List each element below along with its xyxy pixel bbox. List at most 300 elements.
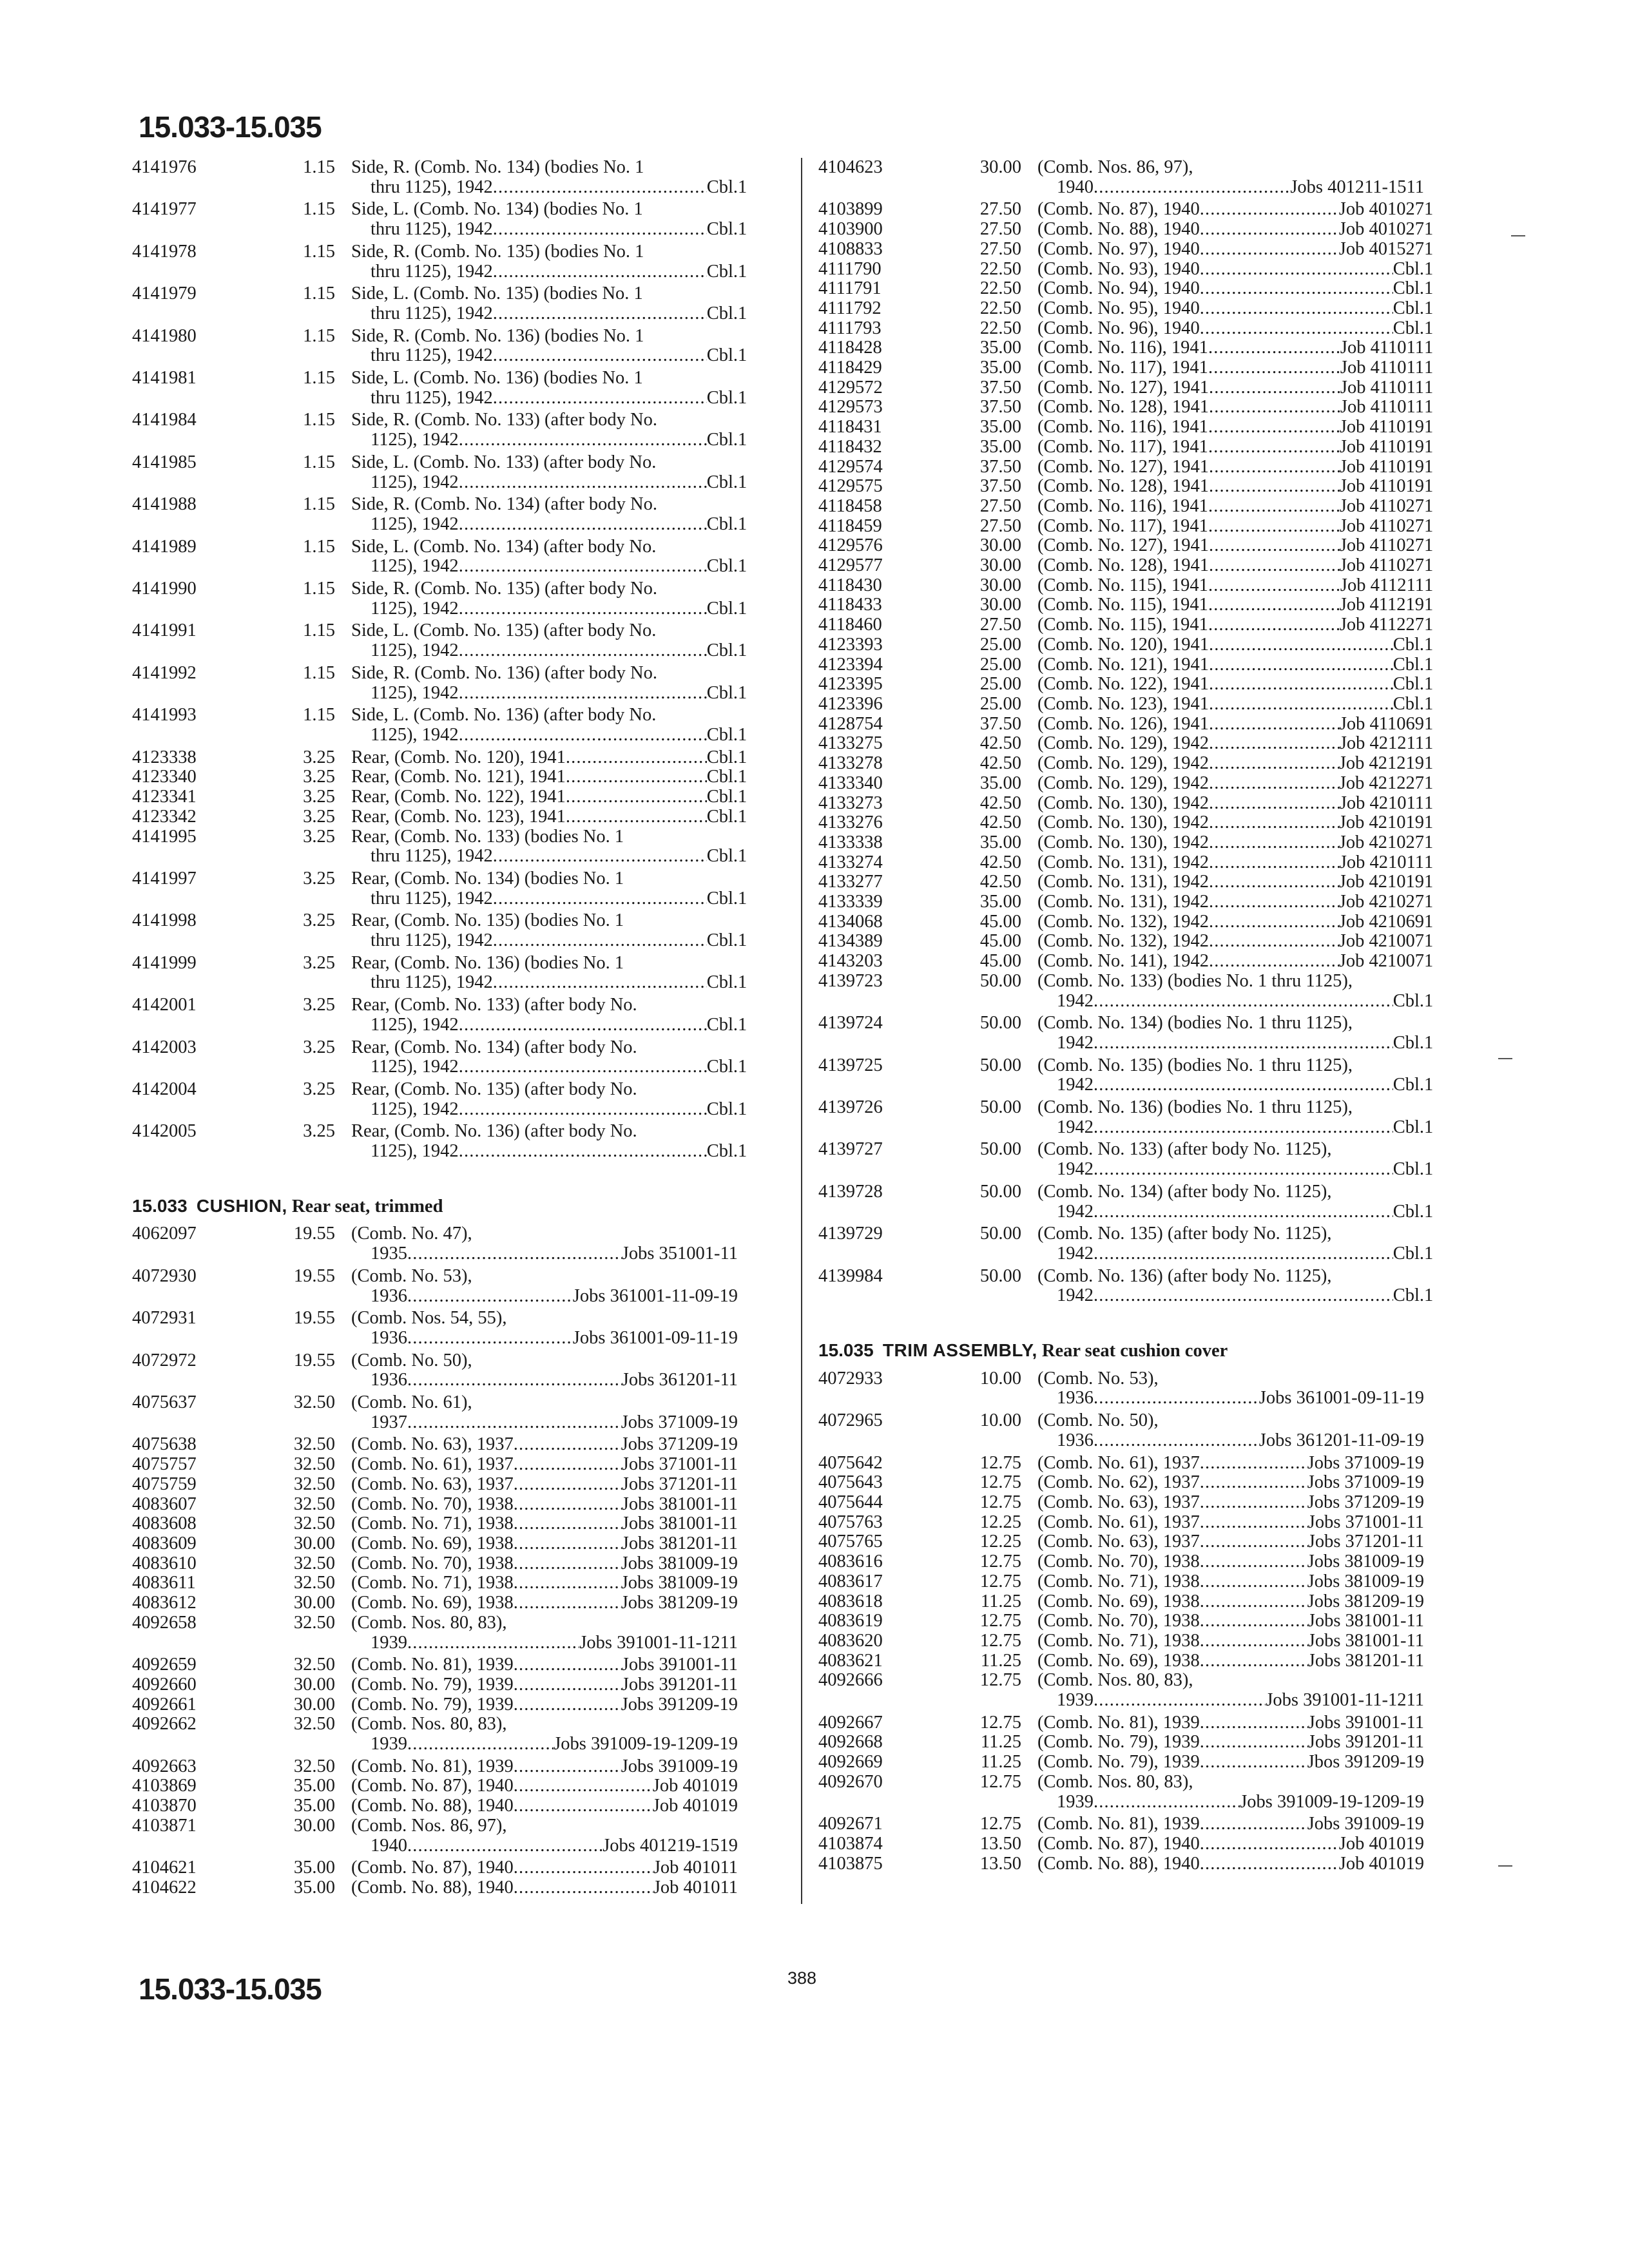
description-text: (Comb. No. 69), 1938 — [1037, 1650, 1200, 1671]
quantity: 1 — [738, 1099, 747, 1119]
description-text: (Comb. No. 79), 1939 — [351, 1694, 514, 1715]
entry-description — [1037, 853, 1424, 873]
description-text: 1125), 1942 — [371, 1014, 459, 1035]
catalog-entry — [132, 911, 809, 950]
usage-reference: Cbl. — [1393, 990, 1424, 1011]
usage-reference: Cbl. — [706, 303, 738, 323]
entry-description — [351, 410, 738, 450]
list-price: 3.25 — [303, 787, 335, 807]
entry-description — [1037, 1753, 1424, 1773]
description-text: Rear, (Comb. No. 121), 1941 — [351, 767, 566, 787]
list-price: 19.55 — [293, 1308, 335, 1329]
dot-leader — [514, 1534, 622, 1554]
description-line — [1037, 1854, 1424, 1874]
description-line — [1037, 398, 1424, 418]
quantity: 1 — [738, 303, 747, 323]
catalog-entry — [818, 595, 1495, 615]
part-number: 4092671 — [818, 1814, 883, 1834]
quantity: 1 — [1424, 654, 1434, 675]
description-line: (Comb. No. 134) (bodies No. 1 thru 1125), — [1037, 1013, 1353, 1033]
dot-leader — [1200, 1611, 1308, 1631]
dot-leader — [1209, 675, 1393, 695]
part-number: 4118431 — [818, 417, 882, 437]
usage-reference: Cbl. — [706, 430, 738, 450]
entry-description — [351, 807, 738, 827]
description-line — [1037, 1611, 1424, 1631]
list-price: 42.50 — [979, 753, 1021, 774]
entry-description — [351, 200, 738, 239]
dot-leader — [1209, 655, 1393, 675]
list-price: 30.00 — [293, 1533, 335, 1553]
usage-reference: Cbl. — [1393, 258, 1424, 279]
dot-leader — [1209, 556, 1340, 576]
quantity: 1 — [1424, 1159, 1434, 1180]
list-price: 25.00 — [979, 654, 1021, 675]
description-line — [1037, 1454, 1424, 1474]
part-number: 4092660 — [132, 1674, 197, 1695]
catalog-entry — [132, 495, 809, 534]
page-header-top: 15.033-15.035 — [139, 110, 322, 144]
usage-reference: Jobs 351001-11 — [621, 1244, 738, 1264]
dot-leader — [459, 599, 707, 619]
description-line — [1037, 477, 1424, 497]
description-text: 1942 — [1057, 1117, 1094, 1137]
entry-description — [1037, 1592, 1424, 1612]
description-line: (Comb. Nos. 80, 83), — [351, 1612, 507, 1633]
description-text: (Comb. No. 97), 1940 — [1037, 238, 1200, 259]
quantity: 1 — [738, 219, 747, 240]
catalog-entry — [132, 1878, 809, 1898]
part-number: 4139726 — [818, 1097, 883, 1118]
catalog-entry — [818, 158, 1495, 197]
description-continuation — [351, 599, 738, 619]
quantity: 1 — [1424, 793, 1434, 813]
catalog-entry — [818, 932, 1495, 952]
entry-description — [1037, 1182, 1424, 1222]
entry-description — [351, 1393, 738, 1432]
dot-leader — [1200, 220, 1339, 240]
description-line — [1037, 715, 1424, 735]
part-number: 4083617 — [818, 1571, 883, 1591]
catalog-entry — [132, 579, 809, 619]
description-text: (Comb. No. 129), 1942 — [1037, 733, 1209, 754]
usage-reference: Cbl. — [706, 846, 738, 867]
part-number: 4141989 — [132, 536, 197, 557]
quantity: 1 — [1424, 238, 1434, 259]
description-continuation — [1037, 1118, 1424, 1138]
part-number: 4141985 — [132, 452, 197, 472]
part-number: 4072933 — [818, 1368, 883, 1389]
entry-description — [351, 767, 738, 787]
catalog-entry — [132, 1675, 809, 1695]
usage-reference: Jobs 381001-11 — [621, 1514, 738, 1534]
description-text: 1939 — [1057, 1690, 1094, 1711]
quantity: 1 — [738, 556, 747, 577]
margin-mark — [1498, 1058, 1512, 1059]
list-price: 35.00 — [979, 358, 1021, 378]
list-price: 1.15 — [303, 157, 335, 177]
quantity: 1 — [738, 514, 747, 534]
description-text: 1942 — [1057, 1032, 1094, 1053]
usage-reference: Job 421219 — [1338, 753, 1424, 774]
quantity: 1 — [1424, 773, 1434, 793]
catalog-entry — [818, 240, 1495, 260]
list-price: 22.50 — [979, 298, 1021, 318]
entry-description — [1037, 536, 1424, 556]
dot-leader — [1200, 1834, 1339, 1854]
description-text: (Comb. No. 63), 1937 — [351, 1474, 514, 1494]
entry-description — [1037, 556, 1424, 576]
description-continuation — [351, 346, 738, 366]
list-price: 12.25 — [979, 1532, 1021, 1552]
margin-mark — [1498, 1865, 1512, 1867]
description-continuation — [351, 1100, 738, 1120]
description-text: 1942 — [1057, 990, 1094, 1011]
description-line — [1037, 260, 1424, 280]
dot-leader — [566, 748, 707, 768]
description-text: (Comb. No. 88), 1940 — [1037, 1853, 1200, 1874]
catalog-entry — [818, 1611, 1495, 1631]
description-line: (Comb. No. 53), — [1037, 1368, 1159, 1389]
list-price: 35.00 — [293, 1776, 335, 1796]
usage-reference: Jobs 381201-11 — [1307, 1650, 1424, 1671]
list-price: 1.15 — [303, 368, 335, 389]
part-number: 4103900 — [818, 219, 883, 240]
catalog-entry — [818, 1572, 1495, 1592]
list-price: 1.15 — [303, 325, 335, 346]
part-number: 4128754 — [818, 713, 883, 734]
dot-leader — [1209, 378, 1340, 398]
quantity: 1 — [738, 472, 747, 492]
quantity: 1 — [738, 767, 747, 787]
part-number: 4111793 — [818, 318, 882, 338]
part-number: 4141981 — [132, 368, 197, 389]
usage-reference: Jobs 381009-19 — [621, 1553, 738, 1573]
usage-reference: Job 401527 — [1338, 238, 1424, 259]
description-text: (Comb. No. 117), 1941 — [1037, 436, 1208, 457]
dot-leader — [493, 262, 707, 282]
list-price: 30.00 — [979, 157, 1021, 177]
quantity: 1 — [1424, 1201, 1434, 1222]
description-text: (Comb. No. 130), 1942 — [1037, 812, 1209, 833]
entry-description — [1037, 1493, 1424, 1513]
usage-reference: Job 411011 — [1340, 377, 1424, 398]
usage-reference: Jobs 401211-1511 — [1290, 177, 1424, 197]
entry-description — [351, 158, 738, 197]
catalog-entry — [132, 327, 809, 366]
list-price: 11.25 — [980, 1650, 1021, 1671]
description-text: Rear, (Comb. No. 123), 1941 — [351, 806, 566, 827]
description-text: (Comb. No. 128), 1941 — [1037, 476, 1209, 497]
entry-description — [351, 1554, 738, 1574]
usage-reference: Job 411027 — [1339, 495, 1424, 516]
description-line — [351, 1858, 738, 1878]
part-number: 4111791 — [818, 278, 882, 299]
usage-reference: Job 411027 — [1339, 535, 1424, 556]
usage-reference: Job 411011 — [1340, 338, 1424, 358]
usage-reference: Jobs 391009-19 — [1307, 1814, 1424, 1834]
description-continuation — [1037, 1691, 1424, 1711]
quantity: 1 — [738, 682, 747, 703]
description-line: (Comb. Nos. 86, 97), — [1037, 157, 1193, 177]
catalog-entry — [132, 284, 809, 323]
list-price: 30.00 — [293, 1815, 335, 1836]
entry-description — [351, 954, 738, 993]
entry-description — [351, 1475, 738, 1495]
description-line — [351, 1757, 738, 1777]
part-number: 4123338 — [132, 747, 197, 767]
entry-description — [1037, 1651, 1424, 1671]
description-line — [1037, 517, 1424, 537]
description-text: thru 1125), 1942 — [371, 846, 493, 867]
description-text: 1940 — [371, 1835, 407, 1856]
description-text: (Comb. No. 129), 1942 — [1037, 773, 1209, 793]
dot-leader — [1209, 952, 1339, 972]
quantity: 1 — [1424, 1032, 1434, 1053]
quantity: 1 — [738, 345, 747, 366]
catalog-entry — [818, 1733, 1495, 1753]
usage-reference: Cbl. — [706, 219, 738, 240]
part-number: 4118459 — [818, 515, 882, 536]
description-continuation — [351, 889, 738, 909]
description-text: thru 1125), 1942 — [371, 219, 493, 240]
usage-reference: Job 411019 — [1339, 476, 1424, 497]
list-price: 27.50 — [979, 238, 1021, 259]
part-number: 4141976 — [132, 157, 197, 177]
entry-description — [351, 495, 738, 534]
description-text: (Comb. No. 115), 1941 — [1037, 575, 1208, 595]
part-number: 4141977 — [132, 199, 197, 220]
usage-reference: Cbl. — [706, 472, 738, 492]
part-number: 4129573 — [818, 397, 883, 418]
description-continuation — [351, 1015, 738, 1035]
part-number: 4139729 — [818, 1224, 883, 1244]
part-number: 4129576 — [818, 535, 883, 556]
dot-leader — [1209, 734, 1340, 754]
catalog-entry — [818, 378, 1495, 398]
list-price: 19.55 — [293, 1265, 335, 1286]
dot-leader — [1209, 715, 1340, 735]
dot-leader — [1209, 813, 1339, 833]
usage-reference: Job 401027 — [1338, 199, 1424, 220]
description-line — [1037, 576, 1424, 596]
description-line — [1037, 338, 1424, 358]
description-text: 1939 — [371, 1734, 407, 1754]
part-number: 4103869 — [132, 1776, 197, 1796]
catalog-entry — [132, 1796, 809, 1816]
usage-reference: Cbl. — [1393, 1243, 1424, 1264]
list-price: 1.15 — [303, 410, 335, 430]
right-entries-trim — [818, 1369, 1495, 1874]
description-text: (Comb. No. 69), 1938 — [351, 1533, 514, 1553]
quantity: 1 — [1424, 219, 1434, 240]
usage-reference: Job 411019 — [1339, 456, 1424, 477]
entry-description — [1037, 1224, 1424, 1264]
part-number: 4134068 — [818, 911, 883, 932]
list-price: 12.75 — [979, 1452, 1021, 1473]
description-continuation — [1037, 1431, 1424, 1451]
description-text: 1125), 1942 — [371, 640, 459, 661]
description-line — [351, 1514, 738, 1534]
part-number: 4133275 — [818, 733, 883, 754]
quantity: 1 — [738, 747, 747, 767]
description-text: (Comb. No. 71), 1938 — [1037, 1630, 1200, 1651]
description-line — [1037, 833, 1424, 853]
description-continuation — [351, 304, 738, 324]
entry-description — [1037, 319, 1424, 339]
list-price: 12.75 — [979, 1771, 1021, 1792]
part-number: 4139727 — [818, 1139, 883, 1160]
usage-reference: Cbl. — [1393, 693, 1424, 714]
usage-reference: Job 421027 — [1338, 832, 1424, 852]
entry-description — [351, 1796, 738, 1816]
entry-description — [1037, 1454, 1424, 1474]
part-number: 4118460 — [818, 615, 882, 635]
dot-leader — [1209, 398, 1340, 418]
quantity: 1 — [1424, 733, 1434, 754]
description-text: 1939 — [1057, 1791, 1094, 1812]
description-line: Side, R. (Comb. No. 135) (after body No. — [351, 579, 657, 599]
catalog-entry — [818, 1713, 1495, 1733]
description-line: Side, R. (Comb. No. 133) (after body No. — [351, 410, 657, 430]
part-number: 4118432 — [818, 436, 882, 457]
entry-description — [1037, 1513, 1424, 1533]
usage-reference: Cbl. — [706, 261, 738, 282]
usage-reference: Jobs 381209-19 — [1307, 1591, 1424, 1611]
description-text: (Comb. No. 141), 1942 — [1037, 951, 1209, 972]
catalog-entry — [132, 787, 809, 807]
description-line: Side, L. (Comb. No. 134) (after body No. — [351, 536, 657, 557]
entry-description — [351, 284, 738, 323]
description-text: (Comb. No. 70), 1938 — [1037, 1552, 1200, 1572]
catalog-entry — [818, 1014, 1495, 1053]
description-text: (Comb. No. 131), 1942 — [1037, 872, 1209, 892]
description-continuation — [1037, 1202, 1424, 1222]
description-line — [1037, 1713, 1424, 1733]
quantity: 1 — [1424, 258, 1434, 279]
usage-reference: Job 421019 — [1338, 812, 1424, 833]
usage-reference: Cbl. — [1393, 1201, 1424, 1222]
description-line: Side, L. (Comb. No. 134) (bodies No. 1 — [351, 199, 643, 220]
entry-description — [1037, 912, 1424, 932]
dot-leader — [1094, 1389, 1259, 1408]
description-line — [1037, 497, 1424, 517]
list-price: 30.00 — [293, 1593, 335, 1613]
usage-reference: Cbl. — [706, 767, 738, 787]
description-line — [1037, 794, 1424, 814]
description-line — [351, 1573, 738, 1593]
entry-description — [1037, 872, 1424, 892]
catalog-entry — [818, 1224, 1495, 1264]
quantity: 1 — [1424, 634, 1434, 655]
entry-spacer — [818, 1306, 1495, 1309]
catalog-entry — [818, 912, 1495, 932]
part-number: 4139728 — [818, 1181, 883, 1202]
list-price: 3.25 — [303, 1079, 335, 1099]
quantity: 1 — [1424, 812, 1434, 833]
description-continuation — [1037, 1286, 1424, 1306]
description-text: 1125), 1942 — [371, 1057, 459, 1077]
usage-reference: Jobs 381009-19 — [1307, 1552, 1424, 1572]
catalog-entry — [818, 1753, 1495, 1773]
description-continuation — [1037, 1244, 1424, 1264]
part-number: 4141997 — [132, 868, 197, 889]
catalog-entry — [818, 695, 1495, 715]
catalog-entry — [132, 158, 809, 197]
dot-leader — [1200, 1552, 1307, 1572]
description-text: 1939 — [371, 1632, 407, 1653]
part-number: 4083621 — [818, 1650, 883, 1671]
catalog-entry — [818, 892, 1495, 912]
description-text: (Comb. No. 126), 1941 — [1037, 713, 1209, 734]
description-line: Rear, (Comb. No. 134) (bodies No. 1 — [351, 868, 624, 889]
description-line — [351, 1796, 738, 1816]
catalog-entry — [818, 1267, 1495, 1306]
quantity: 1 — [1424, 872, 1434, 892]
list-price: 32.50 — [293, 1553, 335, 1573]
usage-reference: Cbl. — [706, 514, 738, 534]
part-number: 4118429 — [818, 358, 882, 378]
list-price: 1.15 — [303, 284, 335, 304]
description-line: Rear, (Comb. No. 133) (after body No. — [351, 995, 637, 1015]
part-number: 4141991 — [132, 620, 197, 641]
part-number: 4118430 — [818, 575, 882, 595]
dot-leader — [1209, 695, 1393, 715]
usage-reference: Cbl. — [706, 972, 738, 993]
catalog-entry — [132, 1122, 809, 1161]
description-text: 1935 — [371, 1244, 407, 1264]
description-line — [1037, 457, 1424, 477]
dot-leader — [514, 1495, 622, 1515]
description-line — [1037, 1552, 1424, 1572]
part-number: 4072930 — [132, 1265, 197, 1286]
entry-description — [1037, 1532, 1424, 1552]
entry-description — [1037, 576, 1424, 596]
entry-description — [1037, 1572, 1424, 1592]
quantity: 1 — [738, 1057, 747, 1077]
part-number: 4129577 — [818, 555, 883, 576]
description-text: (Comb. No. 115), 1941 — [1037, 595, 1208, 615]
catalog-entry — [132, 410, 809, 450]
list-price: 12.75 — [979, 1670, 1021, 1691]
usage-reference: Job 401019 — [652, 1796, 738, 1816]
usage-reference: Cbl. — [706, 598, 738, 619]
usage-reference: Jobs 371009-19 — [621, 1412, 738, 1432]
dot-leader — [1200, 1532, 1308, 1552]
description-text: 1942 — [1057, 1243, 1094, 1264]
part-number: 4143203 — [818, 951, 883, 972]
list-price: 50.00 — [979, 1013, 1021, 1033]
description-text: (Comb. No. 61), 1937 — [1037, 1512, 1200, 1532]
list-price: 42.50 — [979, 852, 1021, 872]
dot-leader — [1200, 1513, 1308, 1533]
dot-leader — [514, 1475, 622, 1495]
quantity: 1 — [738, 1014, 747, 1035]
part-number: 4104622 — [132, 1877, 197, 1898]
entry-description — [351, 1573, 738, 1593]
entry-description — [1037, 378, 1424, 398]
entry-description — [351, 748, 738, 768]
description-text: (Comb. No. 121), 1941 — [1037, 654, 1209, 675]
list-price: 1.15 — [303, 494, 335, 515]
usage-reference: Cbl. — [1393, 1285, 1424, 1306]
margin-mark — [1511, 235, 1525, 236]
part-number: 4108833 — [818, 238, 883, 259]
list-price: 12.75 — [979, 1472, 1021, 1493]
dot-leader — [566, 767, 707, 787]
entry-description — [351, 1776, 738, 1796]
list-price: 1.15 — [303, 199, 335, 220]
